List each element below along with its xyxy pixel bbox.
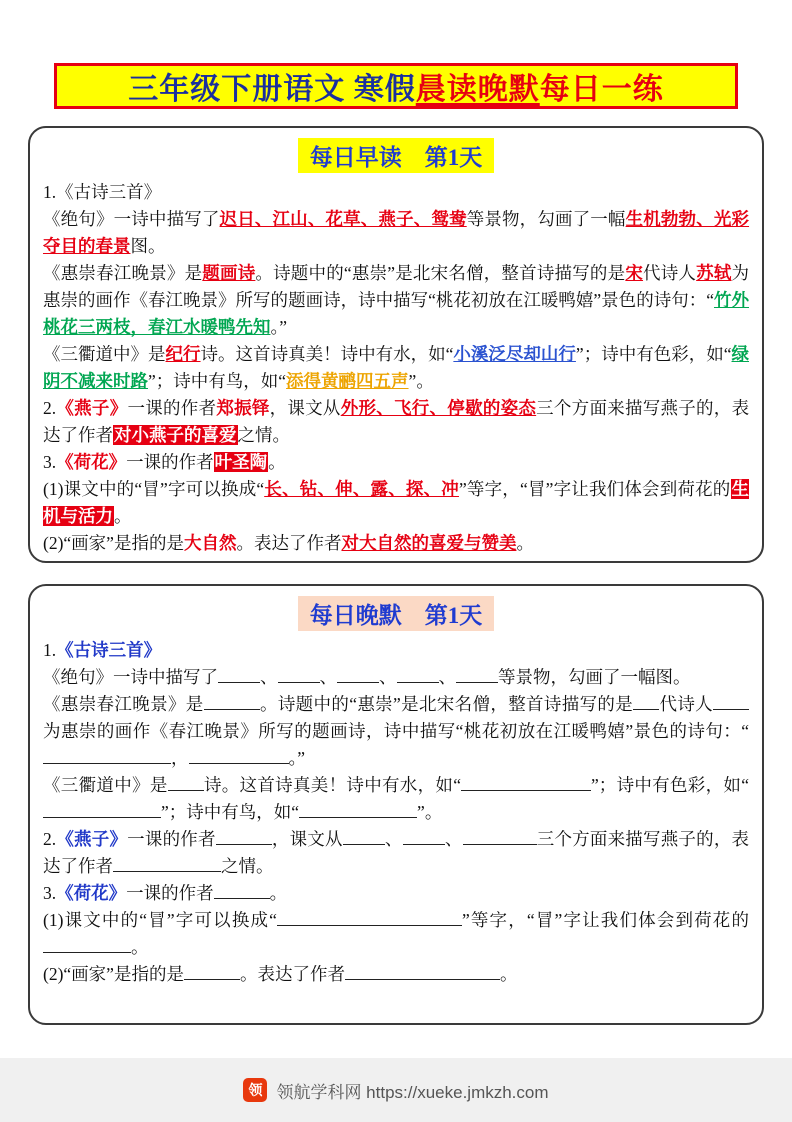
text-segment: 生机勃勃、光彩夺目的春景 [43, 209, 750, 256]
text-segment: 代诗人 [659, 694, 714, 714]
answer-blank [299, 801, 417, 819]
text-segment: 添得黄鹂四五声 [286, 371, 409, 391]
text-segment: 《绝句》一诗中描写了 [43, 209, 220, 229]
text-segment: 长、钻、伸、露、探、冲 [264, 479, 459, 499]
text-segment: 、 [384, 829, 403, 849]
answer-blank [184, 963, 240, 981]
paragraph [43, 880, 749, 907]
text-segment: 。 [269, 883, 288, 903]
answer-blank [218, 666, 260, 684]
evening-header-label: 每日晚默 第1天 [298, 596, 495, 631]
answer-blank [216, 828, 272, 846]
title-part-red: 每日一练 [539, 73, 664, 106]
answer-blank [277, 909, 462, 927]
text-segment: 《三衢道中》是 [43, 775, 168, 795]
text-segment: (1)课文中的“冒”字可以换成“ [43, 910, 277, 930]
text-segment: ”等字，“冒”字让我们体会到荷花的 [458, 479, 731, 499]
text-segment: 图。 [130, 236, 166, 256]
text-segment: 。诗题中的“惠崇”是北宋名僧，整首诗描写的是 [259, 694, 634, 714]
answer-blank [204, 693, 260, 711]
text-segment: ”；诗中有鸟，如“ [161, 802, 300, 822]
text-segment: ”；诗中有色彩，如“ [591, 775, 749, 795]
text-segment: 等景物，勾画了一幅图。 [498, 667, 691, 687]
paragraph [43, 449, 749, 476]
answer-blank [43, 747, 171, 765]
answer-blank [345, 963, 500, 981]
answer-blank [278, 666, 320, 684]
answer-blank [343, 828, 385, 846]
paragraph [43, 530, 749, 557]
answer-blank [397, 666, 439, 684]
text-segment: (2)“画家”是指的是 [43, 964, 184, 984]
text-segment: 三个方面来描写燕子的，表达了作者 [43, 398, 750, 445]
text-segment: ”；诗中有色彩，如“ [575, 344, 732, 364]
morning-header-label: 每日早读 第1天 [298, 138, 495, 173]
text-segment: 为惠崇的画作《春江晚景》所写的题画诗，诗中描写“桃花初放在江暖鸭嬉”景色的诗句：“ [43, 263, 750, 310]
text-segment: 一课的作者 [127, 398, 217, 418]
paragraph [43, 961, 749, 988]
text-segment: 。 [499, 964, 518, 984]
text-segment: 之情。 [221, 856, 274, 876]
text-segment: 2. [43, 829, 57, 849]
text-segment: 外形、飞行、停歇的姿态 [340, 398, 537, 418]
text-segment: 。 [268, 452, 286, 472]
text-segment: 郑振铎 [216, 398, 270, 418]
answer-blank [168, 774, 204, 792]
text-segment: 。 [114, 506, 132, 526]
answer-blank [713, 693, 749, 711]
answer-blank [461, 774, 591, 792]
paragraph [43, 341, 749, 395]
text-segment: 。 [131, 937, 149, 957]
text-segment: 绿阴不减来时路 [43, 344, 750, 391]
answer-blank [403, 828, 445, 846]
page-title [54, 63, 738, 109]
text-segment: 竹外桃花三两枝，春江水暖鸭先知 [43, 290, 749, 337]
text-segment: 生机与活力 [43, 479, 749, 526]
paragraph [43, 691, 749, 772]
text-segment: 。诗题中的“惠崇”是北宋名僧，整首诗描写的是 [255, 263, 626, 283]
text-segment: 《惠崇春江晚景》是 [43, 263, 203, 283]
text-segment: 题画诗 [202, 263, 256, 283]
text-segment: 诗。这首诗真美！诗中有水，如“ [200, 344, 454, 364]
text-segment: ，课文从 [269, 398, 341, 418]
text-segment: 《绝句》一诗中描写了 [43, 667, 218, 687]
answer-blank [337, 666, 379, 684]
text-segment: 3. [43, 883, 57, 903]
answer-blank [43, 936, 131, 954]
text-segment: 苏轼 [696, 263, 732, 283]
text-segment: (1)课文中的“冒”字可以换成“ [43, 479, 265, 499]
evening-recitation-section [28, 584, 764, 1025]
text-segment: 小溪泛尽却山行 [453, 344, 576, 364]
text-segment: 为惠崇的画作《春江晚景》所写的题画诗，诗中描写“桃花初放在江暖鸭嬉”景色的诗句：“ [43, 721, 749, 741]
text-segment: 1. [43, 640, 57, 660]
text-segment: 《荷花》 [56, 452, 127, 472]
text-segment: 《古诗三首》 [56, 640, 162, 660]
text-segment: 三个方面来描写燕子的，表达了作者 [43, 829, 750, 876]
text-segment: 迟日、江山、花草、燕子、鸳鸯 [219, 209, 467, 229]
text-segment: 。表达了作者 [236, 533, 342, 553]
text-segment: ，课文从 [271, 829, 343, 849]
text-segment: 2. [43, 398, 57, 418]
text-segment: 一课的作者 [127, 829, 216, 849]
site-logo-icon: 领 [243, 1078, 267, 1102]
text-segment: ”；诗中有鸟，如“ [148, 371, 287, 391]
text-segment: ”。 [417, 802, 443, 822]
text-segment: 1.《古诗三首》 [43, 182, 162, 202]
text-segment: 、 [438, 667, 456, 687]
text-segment: 代诗人 [643, 263, 697, 283]
text-segment: ”。 [408, 371, 434, 391]
morning-content [43, 179, 749, 557]
paragraph [43, 664, 749, 691]
text-segment: 等景物，勾画了一幅 [466, 209, 626, 229]
morning-reading-section [28, 126, 764, 563]
text-segment: 《三衢道中》是 [43, 344, 166, 364]
evening-section-header [43, 596, 749, 631]
text-segment: 。” [270, 317, 288, 337]
text-segment: 《燕子》 [56, 829, 128, 849]
text-segment: 《惠崇春江晚景》是 [43, 694, 204, 714]
text-segment: (2)“画家”是指的是 [43, 533, 184, 553]
morning-section-header [43, 138, 749, 173]
text-segment: ， [171, 748, 189, 768]
footer-site-text: 领航学科网 https://xueke.jmkzh.com [276, 1082, 549, 1102]
text-segment: 叶圣陶 [214, 452, 268, 472]
title-part-red-underlined: 晨读晚默 [415, 73, 540, 106]
answer-blank [189, 747, 289, 765]
paragraph [43, 637, 749, 664]
text-segment: 一课的作者 [126, 452, 214, 472]
text-segment: 。表达了作者 [239, 964, 345, 984]
paragraph [43, 395, 749, 449]
title-part-blue: 三年级下册语文 寒假 [128, 73, 416, 106]
text-segment: 。” [288, 748, 306, 768]
answer-blank [463, 828, 537, 846]
text-segment: 《燕子》 [56, 398, 128, 418]
paragraph [43, 907, 749, 961]
text-segment: 、 [319, 667, 337, 687]
footer-bar [0, 1058, 792, 1122]
answer-blank [214, 882, 270, 900]
text-segment: 3. [43, 452, 57, 472]
answer-blank [633, 693, 659, 711]
evening-content [43, 637, 749, 988]
paragraph [43, 206, 749, 260]
text-segment: 之情。 [237, 425, 290, 445]
text-segment: 、 [260, 667, 278, 687]
paragraph [43, 260, 749, 341]
paragraph [43, 772, 749, 826]
answer-blank [43, 801, 161, 819]
text-segment: 一课的作者 [126, 883, 214, 903]
text-segment: 、 [444, 829, 463, 849]
paragraph [43, 826, 749, 880]
text-segment: 诗。这首诗真美！诗中有水，如“ [203, 775, 461, 795]
text-segment: 《荷花》 [56, 883, 127, 903]
text-segment: ”等字，“冒”字让我们体会到荷花的 [461, 910, 749, 930]
paragraph [43, 179, 749, 206]
answer-blank [113, 855, 221, 873]
paragraph [43, 476, 749, 530]
text-segment: 。 [516, 533, 534, 553]
text-segment: 对小燕子的喜爱 [114, 425, 237, 445]
answer-blank [456, 666, 498, 684]
text-segment: 、 [379, 667, 397, 687]
text-segment: 纪行 [165, 344, 201, 364]
text-segment: 对大自然的喜爱与赞美 [341, 533, 517, 553]
text-segment: 大自然 [183, 533, 237, 553]
text-segment: 宋 [625, 263, 644, 283]
